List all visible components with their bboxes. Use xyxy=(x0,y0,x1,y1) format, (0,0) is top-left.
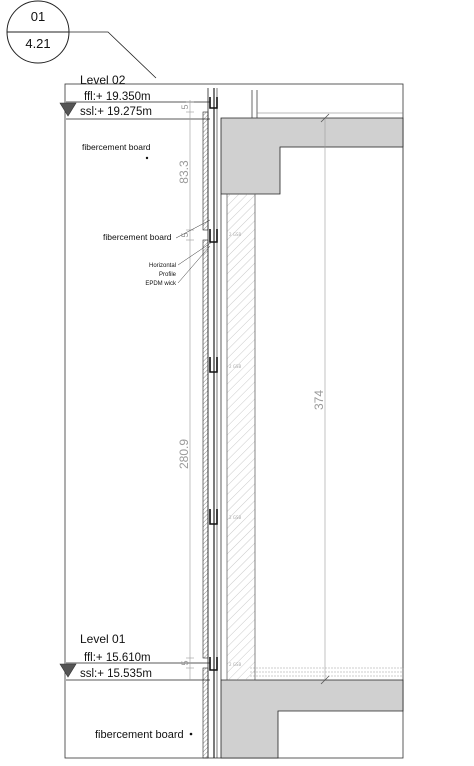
dimension-chain-left xyxy=(177,100,194,680)
bracket-tag: 2 GSB xyxy=(229,515,242,520)
detail-bubble xyxy=(7,1,156,78)
insulation-layer xyxy=(221,194,255,680)
level-02-ffl: ffl:+ 19.350m xyxy=(84,91,151,103)
level-01-name: Level 01 xyxy=(80,632,126,646)
level-01-triangle xyxy=(60,664,76,677)
upper-slab xyxy=(221,90,403,194)
interior-lines xyxy=(280,147,403,668)
dim-panel-main: 280.9 xyxy=(177,438,191,470)
dimension-floor-height xyxy=(312,114,329,684)
level-02-ssl: ssl:+ 19.275m xyxy=(80,106,152,118)
dim-panel-top: 83.3 xyxy=(177,160,191,184)
level-02-triangle xyxy=(60,103,76,116)
dim-floor-height: 374 xyxy=(312,389,326,411)
bracket-tag: 2 GSB xyxy=(229,364,242,369)
detail-sheet: 4.21 xyxy=(25,36,51,51)
label-fibercement-top: fibercement board xyxy=(82,142,151,152)
level-01-marker xyxy=(60,632,210,680)
label-horizontal: Horizontal xyxy=(148,263,176,269)
level-01-ffl: ffl:+ 15.610m xyxy=(84,652,151,664)
dim-lower-small: 5 xyxy=(180,660,190,666)
dim-upper-small: 5 xyxy=(180,104,190,110)
dim-joint-small: 5 xyxy=(180,232,190,238)
label-fibercement-mid: fibercement board xyxy=(103,232,172,242)
bracket-tag: 2 GSB xyxy=(229,232,242,237)
level-01-ssl: ssl:+ 15.535m xyxy=(80,668,152,680)
lower-slab xyxy=(221,668,403,758)
level-02-name: Level 02 xyxy=(80,73,126,87)
label-fibercement-bottom: fibercement board xyxy=(95,729,184,741)
detail-number: 01 xyxy=(30,9,46,24)
leader-line xyxy=(69,32,156,78)
label-profile: Profile xyxy=(158,272,176,278)
bracket-tag: 2 GSB xyxy=(229,662,242,667)
label-epdm: EPDM wick xyxy=(145,281,176,287)
